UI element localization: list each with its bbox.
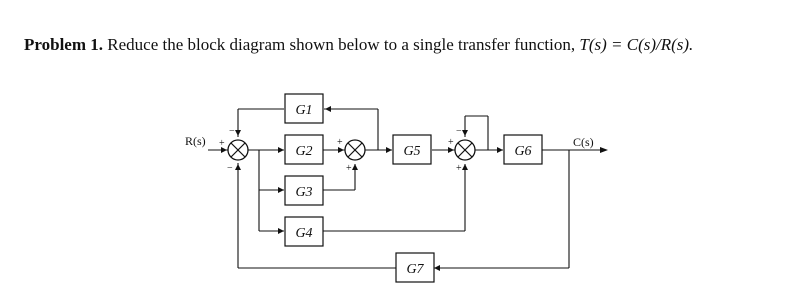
block-g1 (285, 94, 323, 123)
block-g7-label: G7 (406, 262, 424, 277)
sign-j2-bottom: + (346, 163, 352, 174)
problem-text: Reduce the block diagram shown below to a single transfer function, (107, 35, 576, 54)
output-label: C(s) (573, 135, 594, 149)
block-g6-label: G6 (514, 144, 532, 159)
block-g2-label: G2 (295, 144, 313, 159)
block-g5-label: G5 (403, 144, 421, 159)
block-g2 (285, 135, 323, 164)
block-g5 (393, 135, 431, 164)
sign-j3-left: + (448, 137, 454, 148)
summing-junction-3 (455, 140, 475, 160)
problem-formula: T(s) = C(s)/R(s). (579, 35, 694, 54)
block-g3-label: G3 (295, 185, 313, 200)
signal-lines (208, 109, 600, 268)
sign-j3-bottom: + (456, 163, 462, 174)
block-g3 (285, 176, 323, 205)
summing-junction-1 (228, 140, 248, 160)
summing-junction-2 (345, 140, 365, 160)
sign-j2-left: + (337, 137, 343, 148)
arrowheads (221, 106, 608, 271)
sign-j1-left: + (219, 138, 225, 149)
block-g4 (285, 217, 323, 246)
sign-j1-top: − (229, 126, 235, 137)
block-g7 (396, 253, 434, 282)
sign-j3-top: − (456, 126, 462, 137)
block-g4-label: G4 (295, 226, 313, 241)
problem-label: Problem 1. (24, 35, 104, 54)
block-g6 (504, 135, 542, 164)
block-g1-label: G1 (295, 103, 313, 118)
input-label: R(s) (185, 134, 206, 148)
sign-j1-bottom: − (227, 163, 233, 174)
